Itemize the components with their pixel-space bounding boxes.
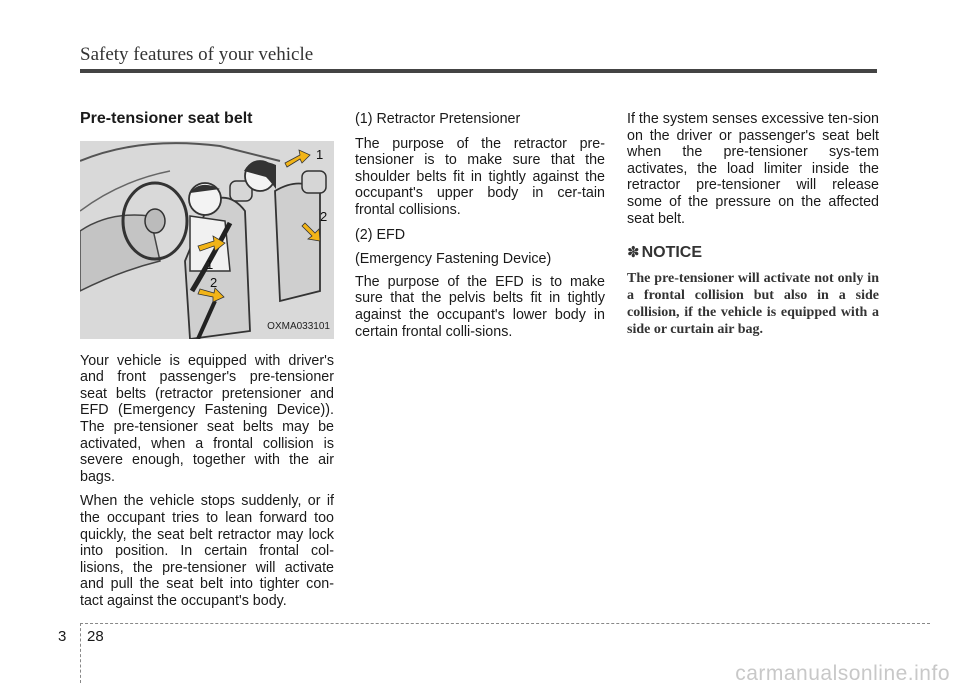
page-header-title: Safety features of your vehicle xyxy=(80,44,314,65)
figure-code: OXMA033101 xyxy=(267,321,330,332)
paragraph-lock: When the vehicle stops suddenly, or if the occupant tries to lean forward too quickly, the seat belt retractor may lock into position. In certain frontal col-lisions, the pre-tensioner will activate and pull the seat belt into tighter con-tact against the occupant's body. xyxy=(80,493,334,609)
notice-asterisk-icon: ✽ xyxy=(627,244,640,262)
column-1 xyxy=(80,111,334,618)
column-3 xyxy=(627,111,879,346)
seat-belt-illustration xyxy=(80,141,334,339)
watermark-text: carmanualsonline.info xyxy=(735,662,950,685)
paragraph-load-limiter: If the system senses excessive ten-sion on the driver or passenger's seat belt when the pre-tensioner sys-tem activates, the load limiter inside the retractor pre-tensioner will release some of the pressure on the affected seat belt. xyxy=(627,111,879,227)
list-item-2-body: The purpose of the EFD is to make sure that the pelvis belts fit in tightly against the occupant's lower body in certain frontal colli-sions. xyxy=(355,273,605,340)
callout-2-right: 2 xyxy=(320,208,328,224)
paragraph-intro: Your vehicle is equipped with driver's and front passenger's pre-tensioner seat belts (retractor pretensioner and EFD (Emergency Fastening Device)). The pre-tensioner seat belts may be activated, when a frontal collision is severe enough, together with the air bags. xyxy=(80,352,334,485)
callout-2-left: 2 xyxy=(210,274,218,290)
callout-1-top: 1 xyxy=(316,146,324,162)
list-item-1-heading: (1) Retractor Pretensioner xyxy=(355,111,521,127)
notice-heading xyxy=(627,245,879,262)
footer-chapter-number: 3 xyxy=(58,628,67,645)
footer-divider xyxy=(80,623,81,683)
notice-body: The pre-tensioner will activate not only in a frontal collision but also in a side collision, if the vehicle is equipped with a side or curtain air bag. xyxy=(627,270,879,337)
list-item-1-body: The purpose of the retractor pre-tensioner is to make sure that the shoulder belts fit in tightly against the occupant's upper body in cer-tain frontal collisions. xyxy=(355,135,605,218)
notice-title: NOTICE xyxy=(641,244,703,262)
section-title: Pre-tensioner seat belt xyxy=(80,110,253,127)
illustration-drawing xyxy=(80,141,334,339)
column-2 xyxy=(355,111,605,348)
footer-rule xyxy=(80,623,930,624)
list-item-2-heading: (2) EFD xyxy=(355,226,406,243)
list-item-2-subheading: (Emergency Fastening Device) xyxy=(355,251,552,268)
header-rule xyxy=(80,69,877,73)
callout-1-left: 1 xyxy=(206,256,214,272)
footer-page-number: 28 xyxy=(87,628,104,645)
